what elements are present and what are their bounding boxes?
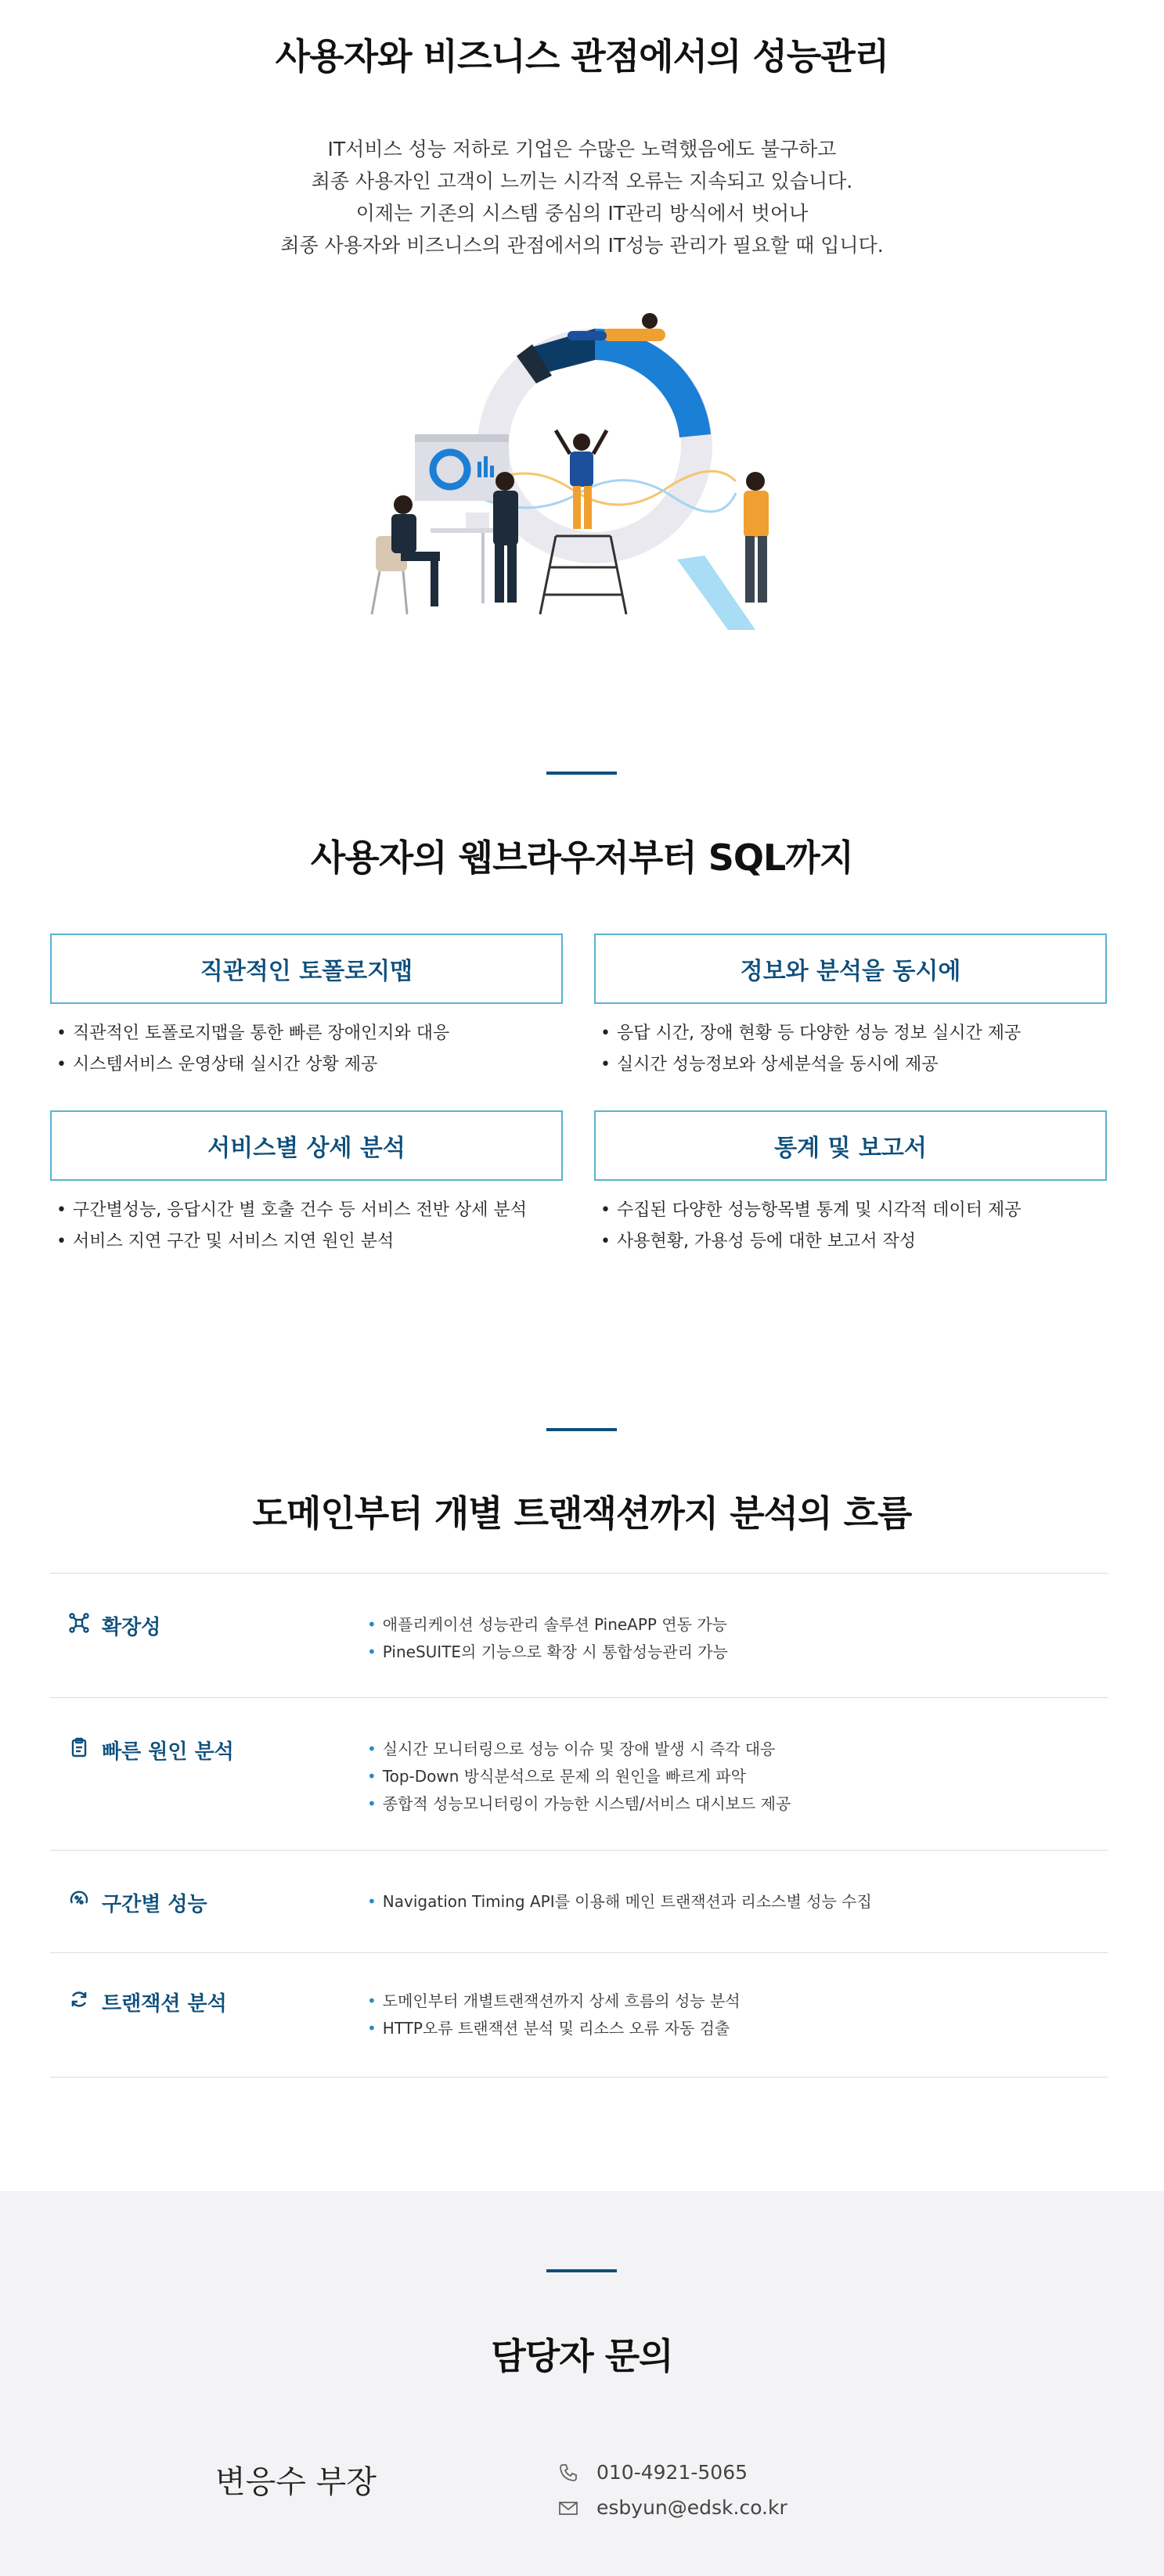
list-item: • PineSUITE의 기능으로 확장 시 통합성능관리 가능	[367, 1639, 728, 1666]
flow-row-header	[50, 1736, 367, 1850]
flow-row-transaction-analysis	[50, 1953, 1108, 2078]
title-accent-bar	[546, 2269, 617, 2272]
feature-card-topology	[50, 934, 563, 1081]
features-section	[0, 689, 1164, 1401]
flow-row-header	[50, 1888, 367, 1952]
flow-title: 도메인부터 개별 트랜잭션까지 분석의 흐름	[252, 1492, 912, 1534]
mail-icon	[557, 2497, 579, 2519]
feature-card-title: 통계 및 보고서	[594, 1110, 1107, 1181]
contact-phone[interactable]	[557, 2461, 748, 2484]
flow-row-segment-performance	[50, 1851, 1108, 1953]
list-item: • 응답 시간, 장애 현황 등 다양한 성능 정보 실시간 제공	[594, 1018, 1107, 1049]
flow-row-label: 확장성	[102, 1616, 161, 1639]
feature-list	[50, 1195, 563, 1257]
feature-list	[594, 1195, 1107, 1257]
flow-row-items	[367, 1888, 872, 1952]
flow-row-items	[367, 1736, 791, 1850]
contact-person-name: 변응수 부장	[215, 2464, 377, 2500]
contact-email-address: esbyun@edsk.co.kr	[596, 2496, 787, 2519]
feature-list	[594, 1018, 1107, 1081]
list-item: • Top-Down 방식분석으로 문제 의 원인을 빠르게 파악	[367, 1763, 791, 1790]
intro-title: 사용자와 비즈니스 관점에서의 성능관리	[275, 35, 889, 77]
list-item: • 실시간 성능정보와 상세분석을 동시에 제공	[594, 1049, 1107, 1081]
flow-row-label: 구간별 성능	[102, 1893, 207, 1916]
percent-gauge-icon	[69, 1890, 89, 1910]
expand-nodes-icon	[69, 1613, 89, 1633]
intro-line: 최종 사용자와 비즈니스의 관점에서의 IT성능 관리가 필요할 때 입니다.	[280, 234, 884, 257]
list-item: • 구간별성능, 응답시간 별 호출 건수 등 서비스 전반 상세 분석	[50, 1195, 563, 1226]
clipboard-icon	[69, 1737, 89, 1758]
flow-section	[0, 1401, 1164, 2191]
contact-phone-number: 010-4921-5065	[596, 2461, 748, 2484]
feature-card-title: 직관적인 토폴로지맵	[50, 934, 563, 1004]
flow-row-label: 빠른 원인 분석	[102, 1740, 234, 1764]
list-item: • 서비스 지연 구간 및 서비스 지연 원인 분석	[50, 1226, 563, 1257]
feature-card-service-analysis	[50, 1110, 563, 1257]
contact-section	[0, 2191, 1164, 2576]
phone-icon	[557, 2462, 579, 2484]
team-analytics-illustration	[368, 301, 806, 646]
flow-table	[50, 1573, 1108, 2078]
list-item: • Navigation Timing API를 이용해 메인 트랜잭션과 리소스별 성능 수집	[367, 1888, 872, 1916]
feature-card-title: 정보와 분석을 동시에	[594, 934, 1107, 1004]
title-accent-bar	[546, 772, 617, 775]
list-item: • 도메인부터 개별트랜잭션까지 상세 흐름의 성능 분석	[367, 1988, 741, 2015]
features-title: 사용자의 웹브라우저부터 SQL까지	[310, 836, 854, 879]
contact-email[interactable]	[557, 2496, 787, 2519]
list-item: • 종합적 성능모니터링이 가능한 시스템/서비스 대시보드 제공	[367, 1790, 791, 1818]
list-item: • 직관적인 토폴로지맵을 통한 빠른 장애인지와 대응	[50, 1018, 563, 1049]
flow-row-scalability	[50, 1574, 1108, 1698]
feature-card-title: 서비스별 상세 분석	[50, 1110, 563, 1181]
refresh-icon	[69, 1989, 89, 2009]
intro-line: 최종 사용자인 고객이 느끼는 시각적 오류는 지속되고 있습니다.	[311, 170, 853, 192]
feature-card-reports	[594, 1110, 1107, 1257]
flow-row-label: 트랜잭션 분석	[102, 1992, 227, 2016]
list-item: • 애플리케이션 성능관리 솔루션 PineAPP 연동 가능	[367, 1611, 728, 1639]
list-item: • HTTP오류 트랜잭션 분석 및 리소스 오류 자동 검출	[367, 2015, 741, 2042]
flow-row-items	[367, 1611, 728, 1697]
flow-row-root-cause	[50, 1698, 1108, 1851]
list-item: • 사용현황, 가용성 등에 대한 보고서 작성	[594, 1226, 1107, 1257]
feature-card-realtime	[594, 934, 1107, 1081]
list-item: • 수집된 다양한 성능항목별 통계 및 시각적 데이터 제공	[594, 1195, 1107, 1226]
flow-row-items	[367, 1988, 741, 2077]
contact-title: 담당자 문의	[491, 2335, 673, 2377]
intro-paragraph	[0, 133, 1164, 261]
intro-line: 이제는 기존의 시스템 중심의 IT관리 방식에서 벗어나	[355, 202, 809, 225]
list-item: • 시스템서비스 운영상태 실시간 상황 제공	[50, 1049, 563, 1081]
title-accent-bar	[546, 1428, 617, 1431]
feature-list	[50, 1018, 563, 1081]
list-item: • 실시간 모니터링으로 성능 이슈 및 장애 발생 시 즉각 대응	[367, 1736, 791, 1763]
flow-row-header	[50, 1611, 367, 1697]
intro-section	[0, 0, 1164, 689]
intro-line: IT서비스 성능 저하로 기업은 수많은 노력했음에도 불구하고	[327, 138, 837, 160]
flow-row-header	[50, 1988, 367, 2077]
